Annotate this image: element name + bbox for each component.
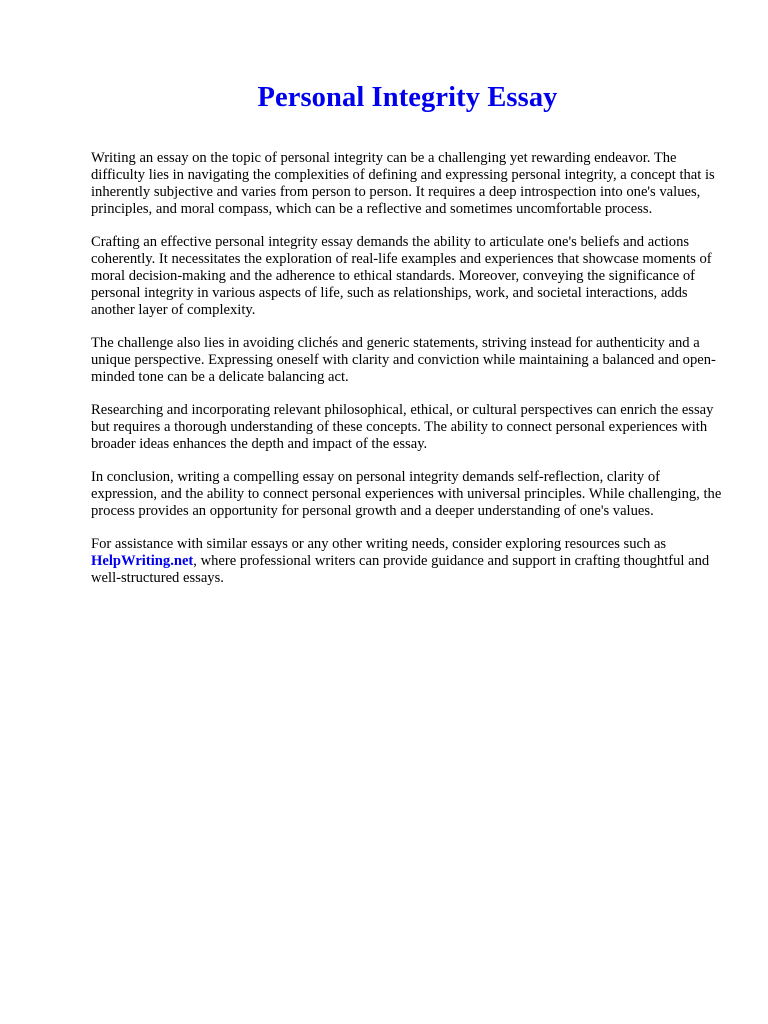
page-title: Personal Integrity Essay [257,82,558,113]
assistance-text-before-link: For assistance with similar essays or any other writing needs, consider exploring resources such as [91,536,667,552]
paragraph-challenge: The challenge also lies in avoiding clichés and generic statements, striving instead for authenticity and a unique perspective. Expressing oneself with clarity and conviction while maintaining a balanced and open-minded tone can be a delicate balancing act. [91,335,716,385]
paragraph-assistance [91,536,724,587]
paragraph-researching: Researching and incorporating relevant philosophical, ethical, or cultural perspectives can enrich the essay but requires a thorough understanding of these concepts. The ability to connect personal experiences with broader ideas enhances the depth and impact of the essay. [91,402,714,452]
paragraph-intro: Writing an essay on the topic of personal integrity can be a challenging yet rewarding endeavor. The difficulty lies in navigating the complexities of defining and expressing personal integrity, a concept that is inherently subjective and varies from person to person. It requires a deep introspection into one's values, principles, and moral compass, which can be a reflective and sometimes uncomfortable process. [91,150,715,217]
assistance-text-after-link: , where professional writers can provide guidance and support in crafting thoughtful and well-structured essays. [91,553,710,586]
essay-content [91,80,724,603]
helpwriting-link[interactable]: HelpWriting.net [91,553,194,569]
paragraph-crafting: Crafting an effective personal integrity essay demands the ability to articulate one's beliefs and actions coherently. It necessitates the exploration of real-life examples and experiences that showcase moments of moral decision-making and the adherence to ethical standards. Moreover, conveying the significance of personal integrity in various aspects of life, such as relationships, work, and societal interactions, adds another layer of complexity. [91,234,712,318]
paragraph-conclusion: In conclusion, writing a compelling essay on personal integrity demands self-reflection, clarity of expression, and the ability to connect personal experiences with universal principles. While challenging, the process provides an opportunity for personal growth and a deeper understanding of one's values. [91,469,722,519]
